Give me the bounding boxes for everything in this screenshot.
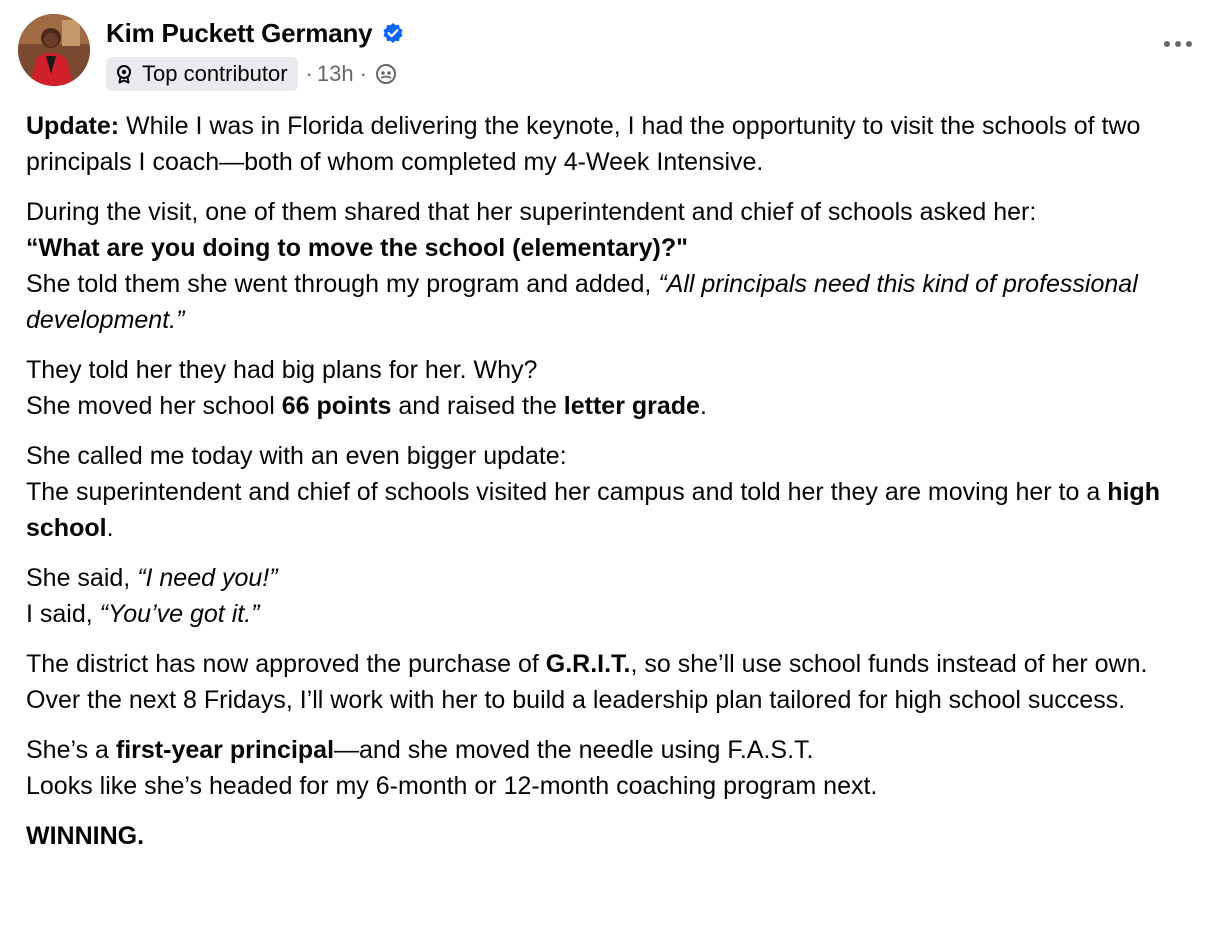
p4-a: The superintendent and chief of schools visited her campus and told her they are moving her to a xyxy=(26,478,1108,506)
p1-text: While I was in Florida delivering the keynote, I had the opportunity to visit the schools of two principals I coach—both of whom completed my 4-Week Intensive. xyxy=(26,112,1141,176)
p2-italic: “All principals need this kind of professional development.” xyxy=(26,270,1138,334)
p6-c: , so she’ll use school funds instead of her own. Over the next 8 Fridays, I’ll work with her to build a leadership plan tailored for high school success. xyxy=(26,650,1148,714)
p5-italic-2: “You’ve got it.” xyxy=(99,600,260,628)
avatar[interactable] xyxy=(18,14,90,86)
badge-label: Top contributor xyxy=(142,61,288,86)
p3-line1: They told her they had big plans for her. Why? xyxy=(26,356,538,384)
post-body xyxy=(26,108,1196,868)
paragraph-4 xyxy=(26,438,1196,546)
public-audience-icon[interactable] xyxy=(375,63,397,85)
p4-bold: high school xyxy=(26,478,1160,542)
closing-word: WINNING. xyxy=(26,822,145,850)
update-label: Update: xyxy=(26,112,120,140)
author-line xyxy=(106,16,404,50)
p7-bold: first-year principal xyxy=(115,736,335,764)
top-contributor-badge[interactable] xyxy=(106,57,298,91)
p7-c: —and she moved the needle using F.A.S.T. xyxy=(334,736,814,764)
paragraph-7 xyxy=(26,732,1196,804)
p7-a: She’s a xyxy=(26,736,116,764)
avatar-image xyxy=(18,14,90,86)
verified-badge-icon xyxy=(382,22,404,44)
p4-c: . xyxy=(106,514,114,542)
p3-c: and raised the xyxy=(391,392,564,420)
top-contributor-icon xyxy=(114,64,134,84)
paragraph-3 xyxy=(26,352,1196,424)
paragraph-6 xyxy=(26,646,1196,718)
p2-line1: During the visit, one of them shared that her superintendent and chief of schools asked her: xyxy=(26,198,1037,226)
meta-separator: · xyxy=(305,61,313,86)
p2-line3: She told them she went through my program and added, xyxy=(26,270,659,298)
more-options-icon[interactable] xyxy=(1158,32,1198,56)
paragraph-5 xyxy=(26,560,1196,632)
post-meta xyxy=(106,56,397,92)
p3-bold-1: 66 points xyxy=(281,392,392,420)
p5-italic-1: “I need you!” xyxy=(137,564,278,592)
p6-bold: G.R.I.T. xyxy=(545,650,631,678)
post-header xyxy=(18,14,1198,94)
p6-a: The district has now approved the purchase of xyxy=(26,650,546,678)
paragraph-1 xyxy=(26,108,1196,180)
p4-line1: She called me today with an even bigger update: xyxy=(26,442,567,470)
p3-a: She moved her school xyxy=(26,392,282,420)
p5-a2: I said, xyxy=(26,600,100,628)
p7-line2: Looks like she’s headed for my 6-month or 12-month coaching program next. xyxy=(26,772,878,800)
p2-quote: “What are you doing to move the school (elementary)?" xyxy=(26,234,688,262)
p3-d: . xyxy=(699,392,707,420)
paragraph-2 xyxy=(26,194,1196,338)
author-name[interactable]: Kim Puckett Germany xyxy=(106,17,373,48)
post-timestamp[interactable]: 13h xyxy=(316,61,354,86)
paragraph-8 xyxy=(26,818,1196,854)
p3-bold-2: letter grade xyxy=(563,392,700,420)
meta-separator-2: · xyxy=(359,61,367,86)
p5-a1: She said, xyxy=(26,564,138,592)
